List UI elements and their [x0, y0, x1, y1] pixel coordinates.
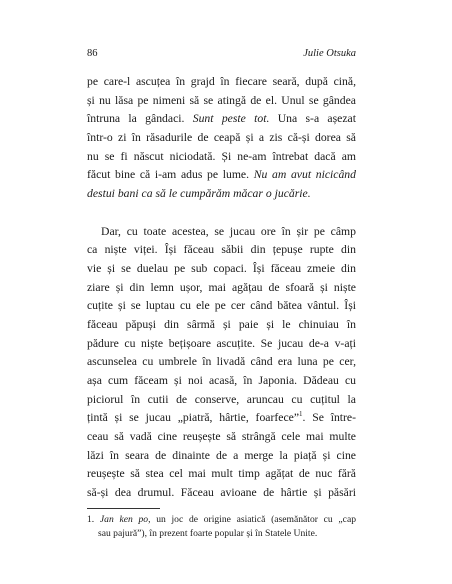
- footnote-term: Jan ken po: [99, 514, 149, 525]
- text-line: ziare și din lemn ușor, mai agățau de sfoară și niște: [87, 280, 356, 294]
- text-line: reușește să stea cel mai mult timp agățat de nuc fără: [87, 467, 356, 481]
- text-line: ascunselea cu umbrele în livadă când era luna pe cer,: [87, 355, 356, 369]
- text-line: nu se fi născut niciodată. Și ne-am întrebat dacă am: [87, 149, 356, 163]
- text-line: piciorul în cutii de conserve, aruncau cu cuțitul la: [87, 392, 356, 406]
- text-line: făceau păpuși din sârmă și paie și le chinuiau în: [87, 317, 356, 331]
- page-number: 86: [87, 48, 98, 59]
- footnote-reference[interactable]: 1: [299, 410, 303, 419]
- footnote-line: sau pajură”), în prezent foarte popular și în Statele Unite.: [98, 527, 318, 539]
- footnote-number: 1.: [87, 514, 95, 525]
- text-line: întruna la gândaci. Sunt peste tot. Una s-a așezat: [87, 112, 356, 126]
- text-line: lăzi în seara de dinainte de a merge la piață și cine: [87, 448, 356, 462]
- text-line: vie și se duelau pe sub copaci. Își făceau zmeie din: [87, 261, 356, 275]
- text-line: ceau să vadă cine reușește să strângă cele mai multe: [87, 430, 356, 444]
- text-line: destui bani ca să le cumpărăm măcar o jucărie.: [87, 187, 311, 201]
- paragraph-gap: [87, 204, 356, 223]
- text-line: Dar, cu toate acestea, se jucau ore în șir pe câmp: [101, 224, 356, 238]
- footnote: [87, 513, 356, 540]
- italic-phrase: Sunt peste tot.: [192, 112, 270, 126]
- text-line: și nu lăsa pe nimeni să se atingă de el. Unul se gândea: [87, 93, 356, 107]
- text-line: să-și dea drumul. Făceau avioane de hârtie și păsări: [87, 486, 356, 500]
- text-line: pe care-l ascuțea în grajd în fiecare seară, după cină,: [87, 75, 356, 88]
- running-title: Julie Otsuka: [303, 48, 356, 59]
- body-text: [87, 73, 356, 503]
- text-line: cuțite și se luptau cu ele pe cer când bătea vântul. Își: [87, 299, 356, 313]
- page-header: [87, 47, 356, 61]
- italic-phrase: Nu am avut nicicând: [253, 168, 356, 182]
- text-line: într-o zi în răsadurile de ceapă și a zis că-și dorea să: [87, 131, 356, 145]
- footnote-divider: [87, 508, 160, 509]
- text-line: făcut bine că i-am adus pe lume. Nu am avut nicicând: [87, 168, 356, 182]
- text-line: țintă și se jucau „piatră, hârtie, foarfece”$^1$. Se între-: [87, 410, 357, 425]
- text-line: pădure cu niște bețișoare ascuțite. Se jucau de-a v-ați: [87, 336, 356, 350]
- text-line: ca niște viței. Își făceau săbii din țepușe rupte din: [87, 243, 356, 257]
- text-line: așa cum făceam și noi acasă, în Japonia. Dădeau cu: [87, 374, 356, 387]
- footnote-line: 1. Jan ken po, un joc de origine asiatică (asemănător cu „cap: [87, 514, 356, 525]
